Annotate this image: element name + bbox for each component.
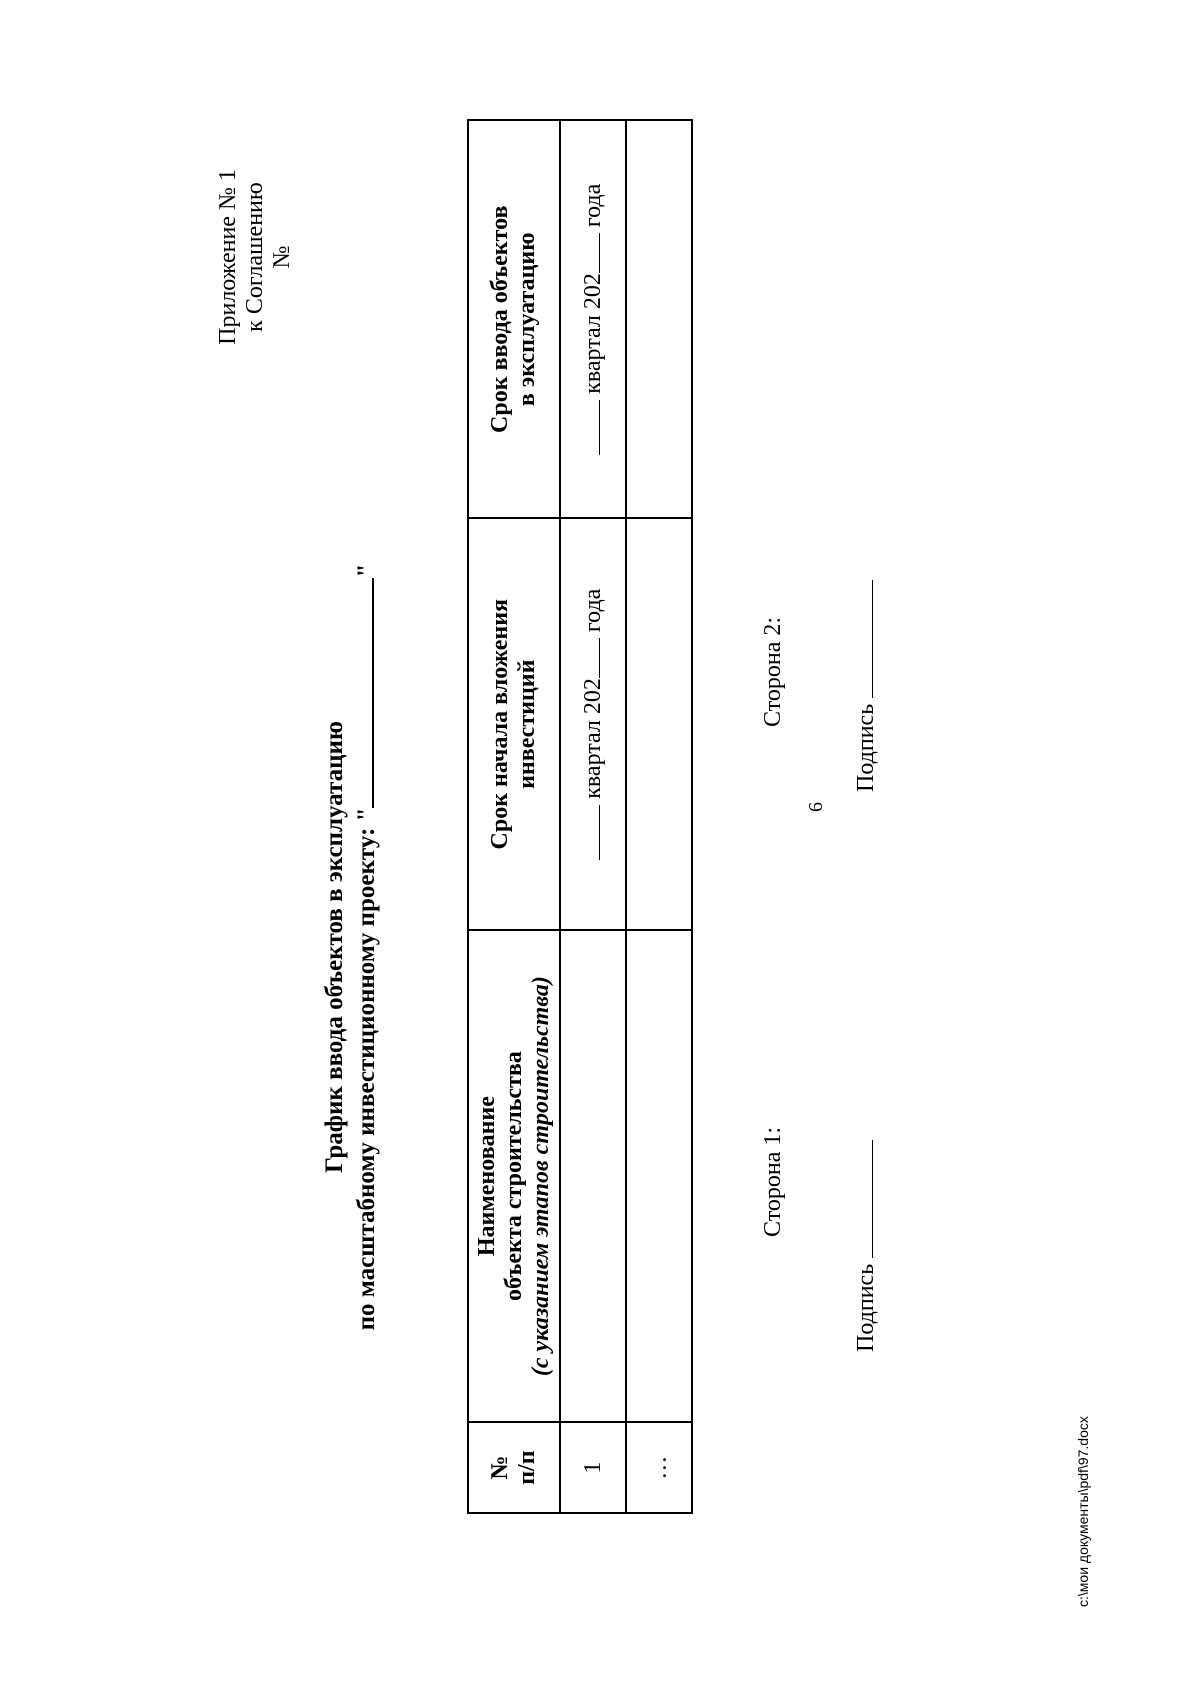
schedule-table — [467, 119, 693, 1514]
year-blank — [579, 233, 600, 273]
header-investment-start — [468, 518, 560, 930]
header-name-line-2: объекта строительства — [500, 1051, 527, 1302]
quarter-blank — [579, 400, 600, 455]
party-2-label: Сторона 2: — [760, 616, 786, 727]
table-row — [626, 120, 692, 1513]
document-title — [320, 497, 382, 1397]
signature-label: Подпись — [853, 1263, 879, 1352]
appendix-line-2: к Соглашению — [242, 182, 268, 332]
row-2-object-name — [626, 930, 692, 1422]
row-1-end-year-word: года — [580, 183, 606, 228]
party-1-signature — [850, 1140, 880, 1352]
signature-label: Подпись — [853, 703, 879, 792]
header-object-name — [468, 930, 560, 1422]
quarter-blank — [579, 805, 600, 860]
header-commissioning-date — [468, 120, 560, 518]
header-name-line-3-text: (с указанием этапов строительства) — [527, 976, 554, 1377]
header-start-line-1: Срок начала вложения — [487, 598, 513, 850]
page-number: 6 — [805, 802, 827, 812]
appendix-line-3: № — [269, 245, 295, 269]
header-start-line-2: инвестиций — [514, 659, 540, 789]
header-end-line-1: Срок ввода объектов — [487, 205, 513, 433]
header-name-line-3 — [528, 937, 555, 1415]
project-name-blank — [350, 578, 374, 808]
table-row — [560, 120, 626, 1513]
title-line-2 — [350, 497, 382, 1397]
header-number-line-2: п/п — [514, 1450, 540, 1485]
header-number-line-1: № — [487, 1455, 513, 1480]
party-1-label: Сторона 1: — [760, 1126, 786, 1237]
header-name-line-1: Наименование — [473, 1096, 500, 1257]
title-line-2-suffix: " — [353, 563, 380, 578]
year-blank — [579, 638, 600, 678]
row-1-object-name — [560, 930, 626, 1422]
signature-line — [850, 1140, 873, 1258]
row-2-commissioning-date — [626, 120, 692, 518]
row-2-investment-start — [626, 518, 692, 930]
signature-line — [850, 580, 873, 698]
row-2-number: … — [626, 1422, 692, 1513]
title-line-1: График ввода объектов в эксплуатацию — [321, 721, 348, 1174]
title-line-2-prefix: по масштабному инвестиционному проекту: " — [353, 807, 380, 1331]
appendix-heading — [215, 107, 296, 407]
party-2-signature — [850, 580, 880, 792]
row-1-investment-start — [560, 518, 626, 930]
footer-file-path: c:\мои документы\pdf\97.docx — [1075, 1416, 1091, 1607]
appendix-line-1: Приложение № 1 — [215, 169, 241, 345]
row-1-start-quarter: квартал 202 — [580, 678, 606, 799]
row-1-commissioning-date — [560, 120, 626, 518]
header-number — [468, 1422, 560, 1513]
table-header-row — [468, 120, 560, 1513]
header-end-line-2: в эксплуатацию — [514, 232, 540, 407]
row-1-start-year-word: года — [580, 588, 606, 633]
row-1-number: 1 — [560, 1422, 626, 1513]
row-1-end-quarter: квартал 202 — [580, 273, 606, 394]
